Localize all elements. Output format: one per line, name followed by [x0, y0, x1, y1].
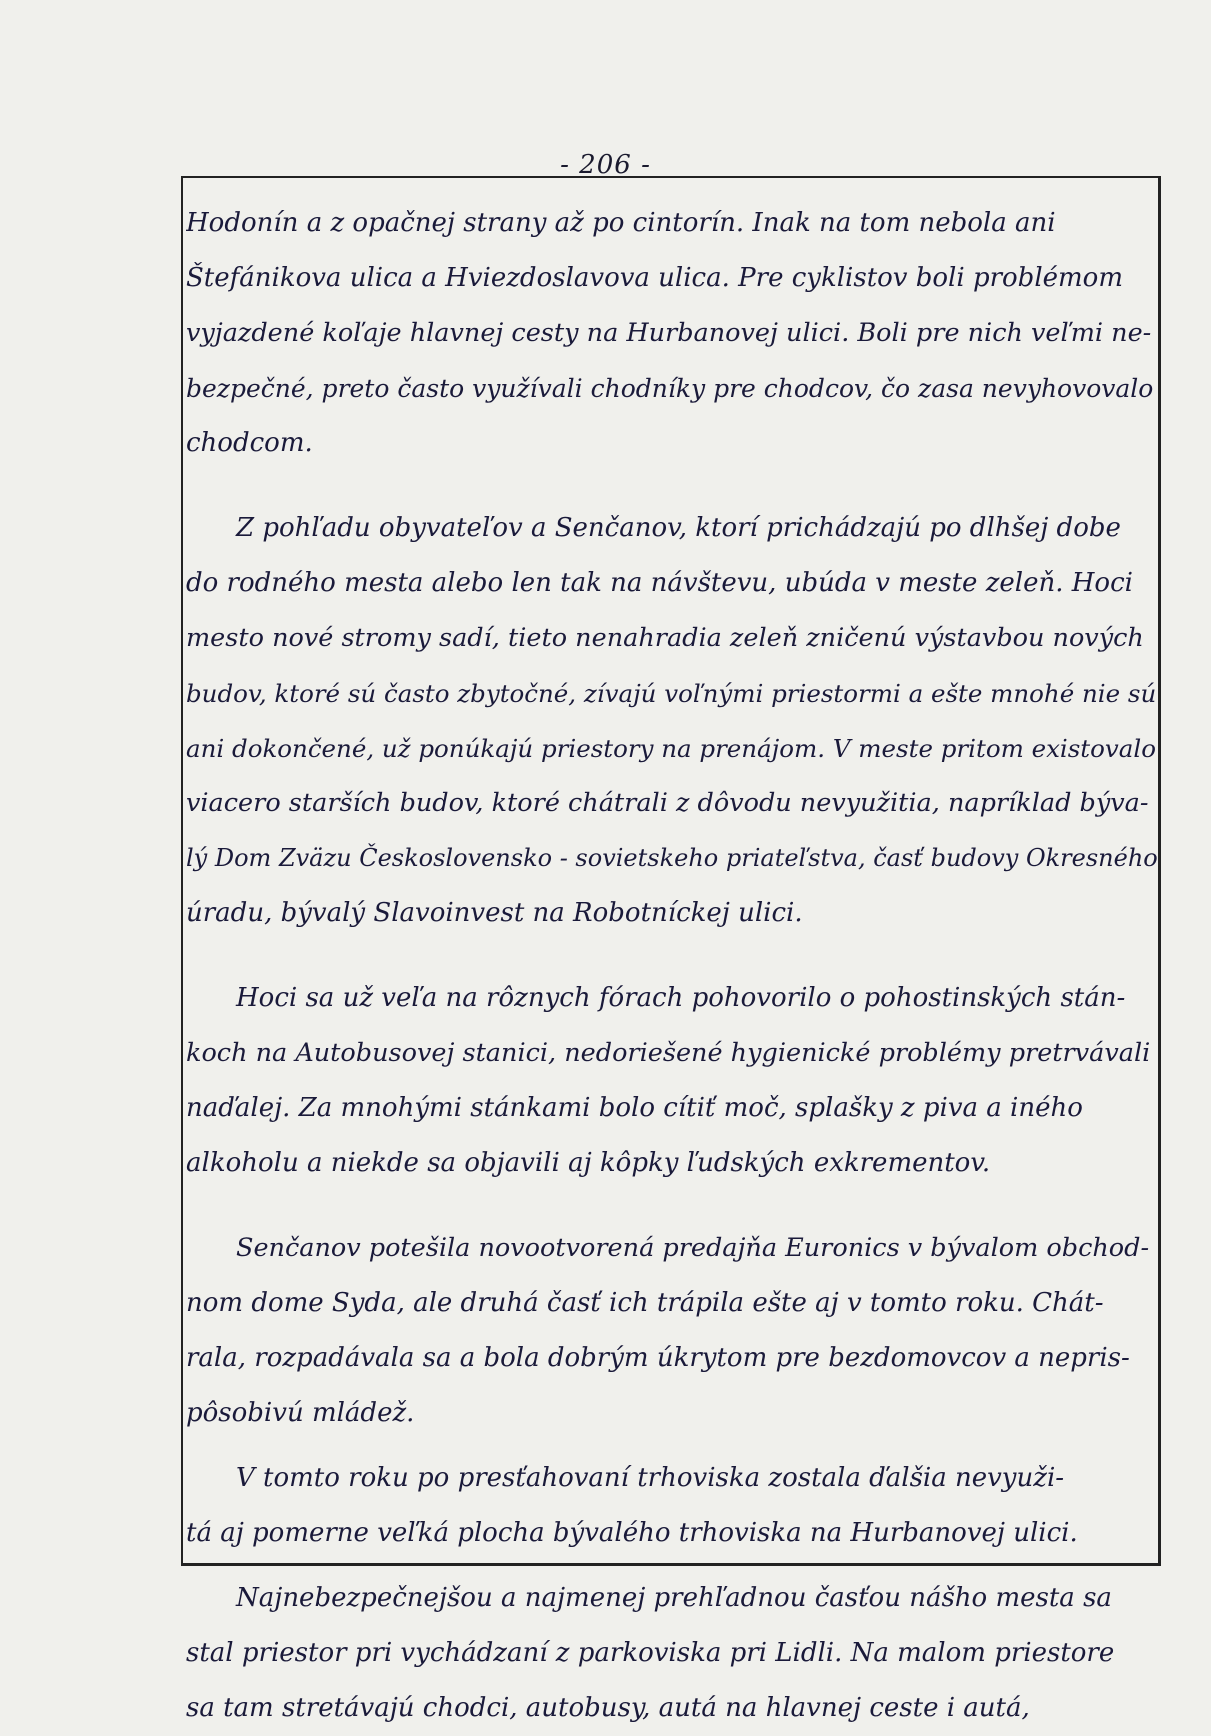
text-line: nom dome Syda, ale druhá časť ich trápila ešte aj v tomto roku. Chát-: [186, 1288, 1104, 1318]
text-line: pôsobivú mládež.: [186, 1398, 415, 1428]
text-line: Hodonín a z opačnej strany až po cintorín. Inak na tom nebola ani: [186, 208, 1056, 238]
text-line: Štefánikova ulica a Hviezdoslavova ulica. Pre cyklistov boli problémom: [186, 263, 1123, 293]
text-line: Z pohľadu obyvateľov a Senčanov, ktorí prichádzajú po dlhšej dobe: [236, 513, 1121, 543]
text-line: alkoholu a niekde sa objavili aj kôpky ľudských exkrementov.: [186, 1148, 991, 1178]
paragraph-1: [186, 196, 1158, 471]
text-line: V tomto roku po presťahovaní trhoviska zostala ďalšia nevyuži-: [236, 1463, 1065, 1493]
text-line: úradu, bývalý Slavoinvest na Robotníckej ulici.: [186, 898, 803, 928]
text-line: ani dokončené, už ponúkajú priestory na prenájom. V meste pritom existovalo: [186, 734, 1156, 763]
text-line: mesto nové stromy sadí, tieto nenahradia zeleň zničenú výstavbou nových: [186, 623, 1144, 653]
handwritten-text: [186, 196, 1158, 1736]
text-line: sa tam stretávajú chodci, autobusy, autá na hlavnej ceste i autá,: [186, 1693, 1030, 1723]
text-line: vyjazdené koľaje hlavnej cesty na Hurbanovej ulici. Boli pre nich veľmi ne-: [186, 318, 1152, 348]
text-line: Najnebezpečnejšou a najmenej prehľadnou časťou nášho mesta sa: [236, 1583, 1112, 1613]
text-line: Senčanov potešila novootvorená predajňa Euronics v bývalom obchod-: [236, 1233, 1150, 1263]
text-line: chodcom.: [186, 428, 313, 458]
paragraph-3: [186, 971, 1158, 1191]
paragraph-5: [186, 1451, 1158, 1561]
text-line: stal priestor pri vychádzaní z parkoviska pri Lidli. Na malom priestore: [186, 1638, 1115, 1668]
paragraph-4: [186, 1221, 1158, 1441]
text-line: budov, ktoré sú často zbytočné, zívajú voľnými priestormi a ešte mnohé nie sú: [186, 679, 1157, 708]
text-line: tá aj pomerne veľká plocha bývalého trhoviska na Hurbanovej ulici.: [186, 1518, 1078, 1548]
paragraph-6: [186, 1571, 1158, 1736]
text-line: bezpečné, preto často využívali chodníky pre chodcov, čo zasa nevyhovovalo: [186, 374, 1154, 403]
text-line: do rodného mesta alebo len tak na návštevu, ubúda v meste zeleň. Hoci: [186, 568, 1133, 598]
text-line: viacero starších budov, ktoré chátrali z dôvodu nevyužitia, napríklad býva-: [186, 788, 1149, 818]
text-line: koch na Autobusovej stanici, nedoriešené hygienické problémy pretrvávali: [186, 1038, 1151, 1068]
text-line: naďalej. Za mnohými stánkami bolo cítiť moč, splašky z piva a iného: [186, 1093, 1083, 1123]
text-line: lý Dom Zväzu Československo - sovietskeho priateľstva, časť budovy Okresného: [186, 844, 1158, 872]
text-line: Hoci sa už veľa na rôznych fórach pohovorilo o pohostinských stán-: [236, 983, 1126, 1013]
text-line: rala, rozpadávala sa a bola dobrým úkrytom pre bezdomovcov a nepris-: [186, 1343, 1130, 1373]
page-number: - 206 -: [560, 150, 651, 180]
paragraph-2: [186, 501, 1158, 941]
